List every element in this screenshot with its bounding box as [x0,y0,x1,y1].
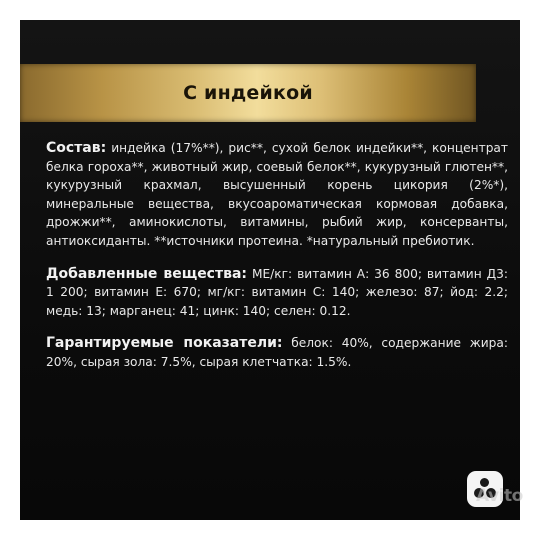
gold-banner [20,64,476,122]
additives-text: МЕ/кг: витамин А: 36 800; витамин Д3: 1 200; витамин Е: 670; мг/кг: витамин С: 140; железо: 87; йод: 2.2; медь: 13; марганец: 41; цинк: 140; селен: 0.12. [46,266,509,318]
additives-section [46,265,508,321]
guaranteed-section [46,334,508,371]
composition-section [46,139,508,251]
composition-text: индейка (17%**), рис**, сухой белок индейки**, концентрат белка гороха**, животный жир, соевый белок**, кукурузный глютен**, кукурузный крахмал, высушенный корень цикория (2%*), минеральные вещества, вкусоароматическая кормовая добавка, дрожжи**, аминокислоты, витамины, рыбий жир, консерванты, антиоксиданты. **источники протеина. *натуральный пребиотик. [46,141,508,248]
additives-heading: Добавленные вещества: [46,265,248,282]
ingredients-content [46,139,508,386]
guaranteed-text: белок: 40%, содержание жира: 20%, сырая зола: 7.5%, сырая клетчатка: 1.5%. [46,336,508,369]
banner-title: С индейкой [183,82,313,104]
avito-watermark-text: Avito [476,486,523,506]
composition-heading: Состав: [46,140,107,156]
product-label-panel [20,20,520,520]
guaranteed-heading: Гарантируемые показатели: [46,335,283,352]
